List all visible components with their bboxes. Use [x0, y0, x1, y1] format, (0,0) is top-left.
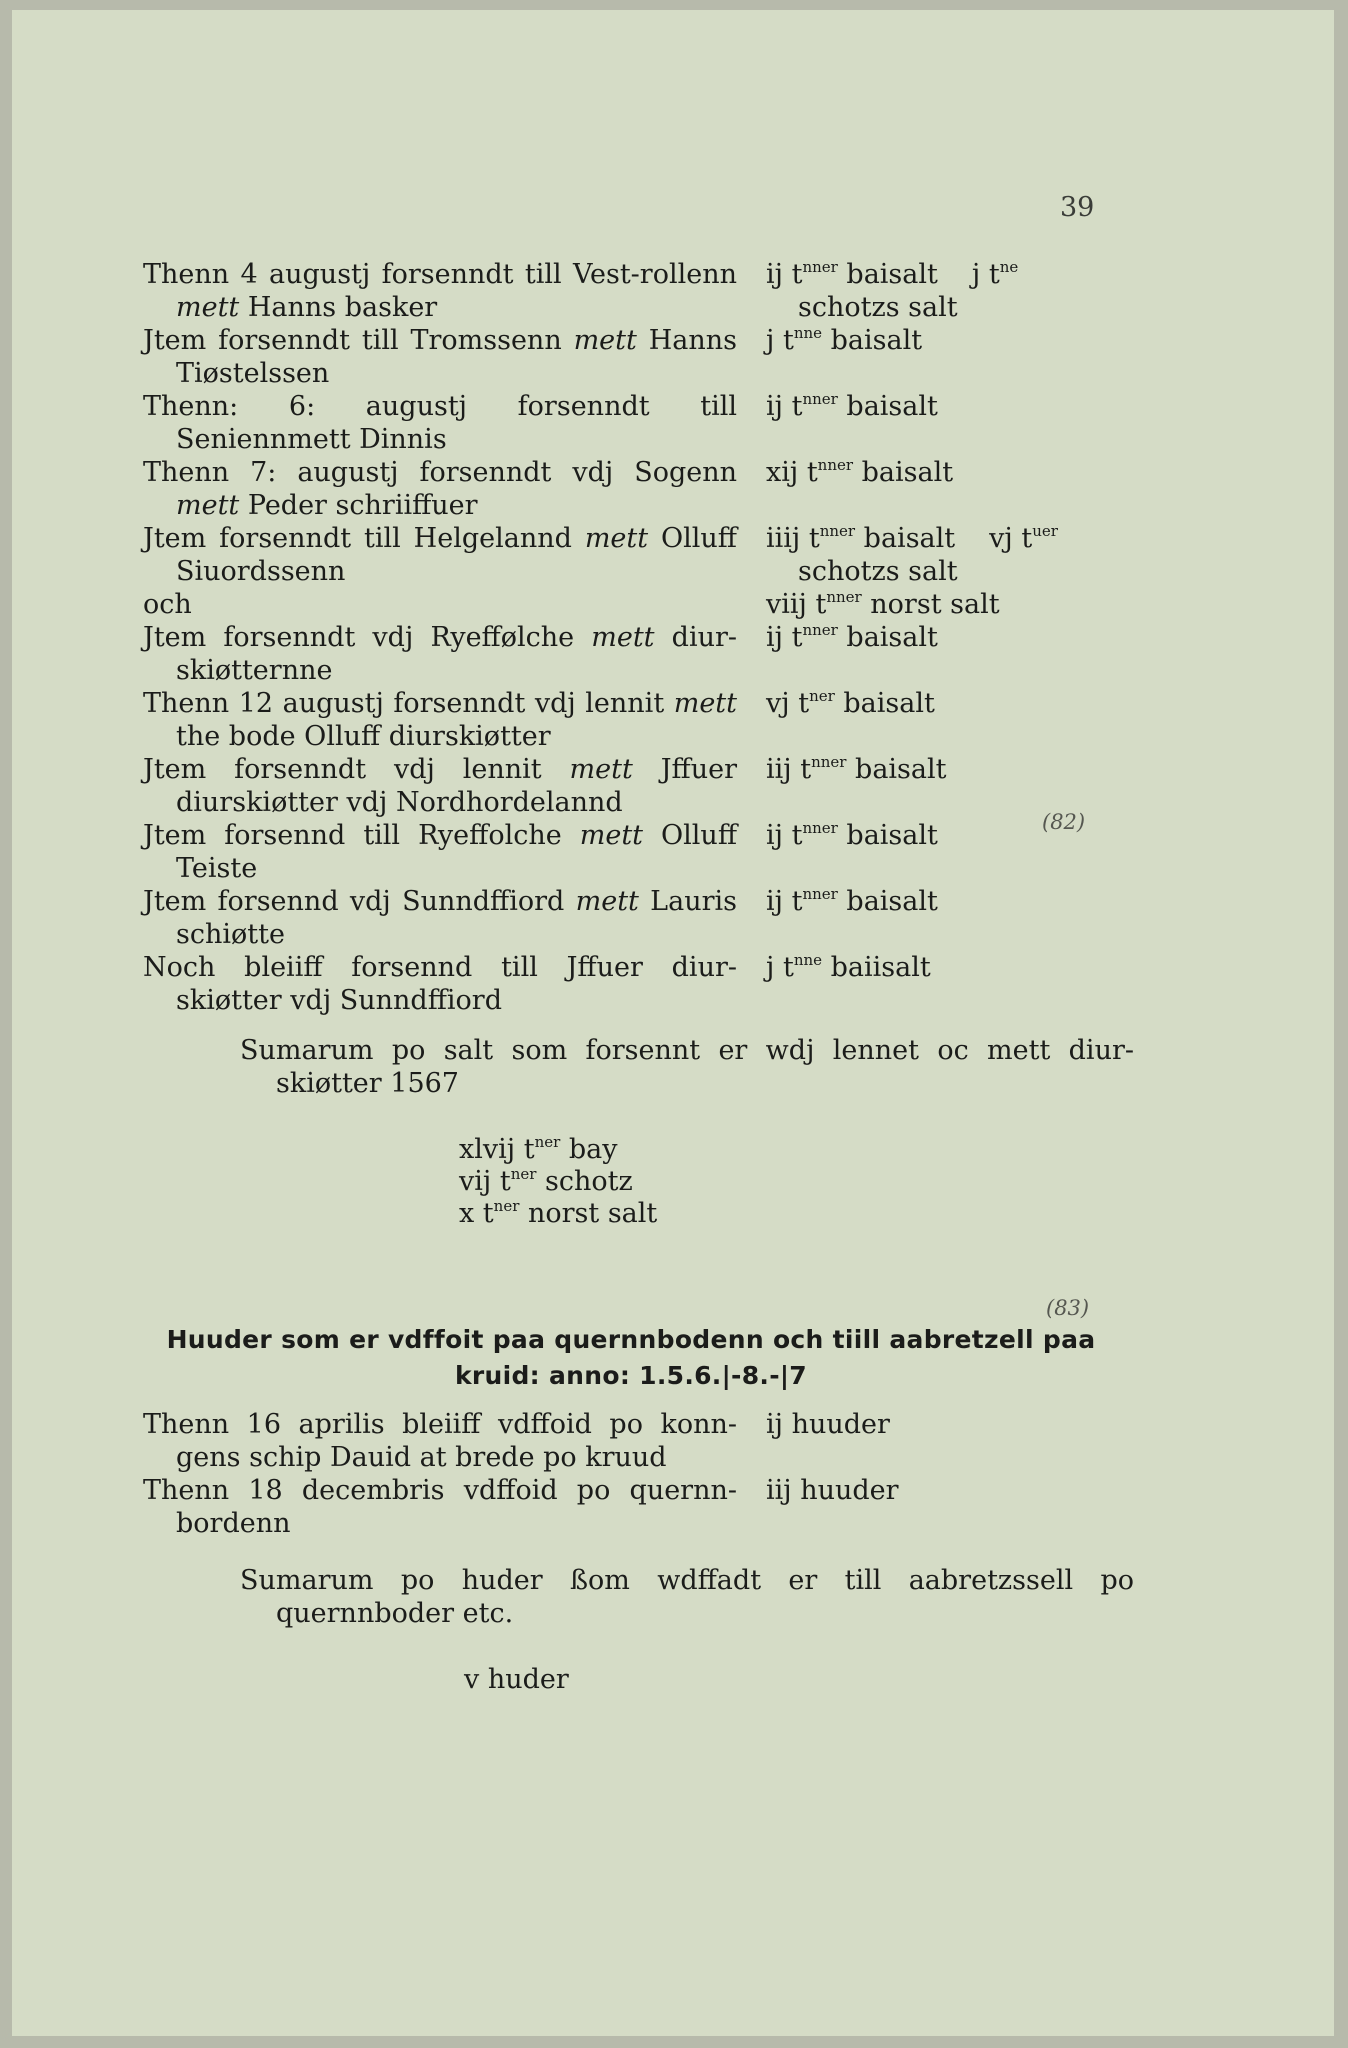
ledger-entry [143, 819, 1106, 885]
salt-totals [459, 1134, 657, 1230]
ledger-entry [143, 258, 1106, 324]
entry-quantity: iij huuder [766, 1475, 899, 1506]
entry-description: Thenn 4 augustj forsenndt till Vest-rollenn mett Hanns basker [143, 259, 737, 323]
entry-quantity: vj $t^{ner}$ baisalt [766, 687, 935, 719]
page-number: 39 [1060, 192, 1095, 223]
ledger-entry [143, 456, 1106, 522]
salt-ledger [143, 258, 1106, 1017]
document-page [12, 10, 1334, 2036]
ledger-entry [143, 1408, 1106, 1474]
total-line: xlvij $t^{ner}$ bay [459, 1133, 618, 1165]
entry-description: Thenn 16 aprilis bleiiff vdffoid po konn-gens schip Dauid at brede po kruud [143, 1409, 737, 1473]
entry-quantity: j $t^{nne}$ baiisalt [766, 951, 931, 983]
entry-description: Jtem forsenndt till Tromssenn mett Hanns Tiøstelssen [143, 325, 737, 389]
hides-total: v huder [464, 1664, 569, 1695]
entry-description: Noch bleiiff forsennd till Jffuer diur-skiøtter vdj Sunndffiord [143, 952, 737, 1016]
ledger-entry [143, 885, 1106, 951]
margin-note: (82) [1042, 810, 1086, 834]
ledger-entry [143, 753, 1106, 819]
entry-quantity: ij $t^{nner}$ baisalt [766, 621, 938, 653]
entry-description: Jtem forsennd vdj Sunndffiord mett Lauris schiøtte [143, 886, 737, 950]
entry-quantity: iij $t^{nner}$ baisalt [766, 753, 947, 785]
ledger-entry [143, 324, 1106, 390]
margin-note: (83) [1046, 1296, 1090, 1320]
total-line: vij $t^{ner}$ schotz [459, 1165, 633, 1197]
entry-quantity: ij $t^{nner}$ baisalt [766, 885, 938, 917]
ledger-entry [143, 588, 1106, 621]
entry-quantity: xij $t^{nner}$ baisalt [766, 456, 954, 488]
total-line: x $t^{ner}$ norst salt [459, 1197, 658, 1229]
ledger-entry [143, 687, 1106, 753]
entry-quantity: viij $t^{nner}$ norst salt [766, 588, 1000, 620]
entry-description: Jtem forsennd till Ryeffolche mett Olluff Teiste [143, 820, 737, 884]
ledger-entry [143, 1474, 1106, 1540]
entry-description: Thenn 12 augustj forsenndt vdj lennit mett the bode Olluff diurskiøtter [143, 688, 737, 752]
hides-summary: Sumarum po huder ßom wdffadt er till aabretzssell po quernnboder etc. [240, 1565, 1134, 1629]
section-heading: Huuder som er vdffoit paa quernnbodenn och tiill aabretzell paa kruid: anno: 1.5.6.|-8.-|7 [166, 1325, 1096, 1390]
entry-quantity: ij $t^{nner}$ baisalt [766, 819, 938, 851]
ledger-entry [143, 390, 1106, 456]
salt-summary: Sumarum po salt som forsennt er wdj lennet oc mett diur-skiøtter 1567 [240, 1035, 1134, 1099]
entry-description: Thenn: 6: augustj forsenndt till Seniennmett Dinnis [143, 391, 737, 455]
entry-description: Jtem forsenndt vdj lennit mett Jffuer diurskiøtter vdj Nordhordelannd [143, 754, 737, 818]
entry-description: Jtem forsenndt vdj Ryeffølche mett diur-skiøtternne [143, 622, 738, 686]
hides-ledger [143, 1408, 1106, 1540]
ledger-entry [143, 621, 1106, 687]
entry-description: Thenn 18 decembris vdffoid po quernn-bordenn [143, 1475, 737, 1539]
entry-quantity: j $t^{nne}$ baisalt [766, 324, 923, 356]
entry-quantity: ij $t^{nner}$ baisalt j $t^{ne}$ schotzs salt [766, 258, 1019, 323]
entry-quantity: iiij $t^{nner}$ baisalt vj $t^{uer}$ schotzs salt [766, 522, 1058, 587]
entry-description: och [143, 589, 192, 620]
ledger-entry [143, 522, 1106, 588]
entry-description: Thenn 7: augustj forsenndt vdj Sogenn mett Peder schriiffuer [143, 457, 737, 521]
entry-description: Jtem forsenndt till Helgelannd mett Olluff Siuordssenn [143, 523, 737, 587]
entry-quantity: ij $t^{nner}$ baisalt [766, 390, 938, 422]
entry-quantity: ij huuder [766, 1409, 890, 1440]
ledger-entry [143, 951, 1106, 1017]
